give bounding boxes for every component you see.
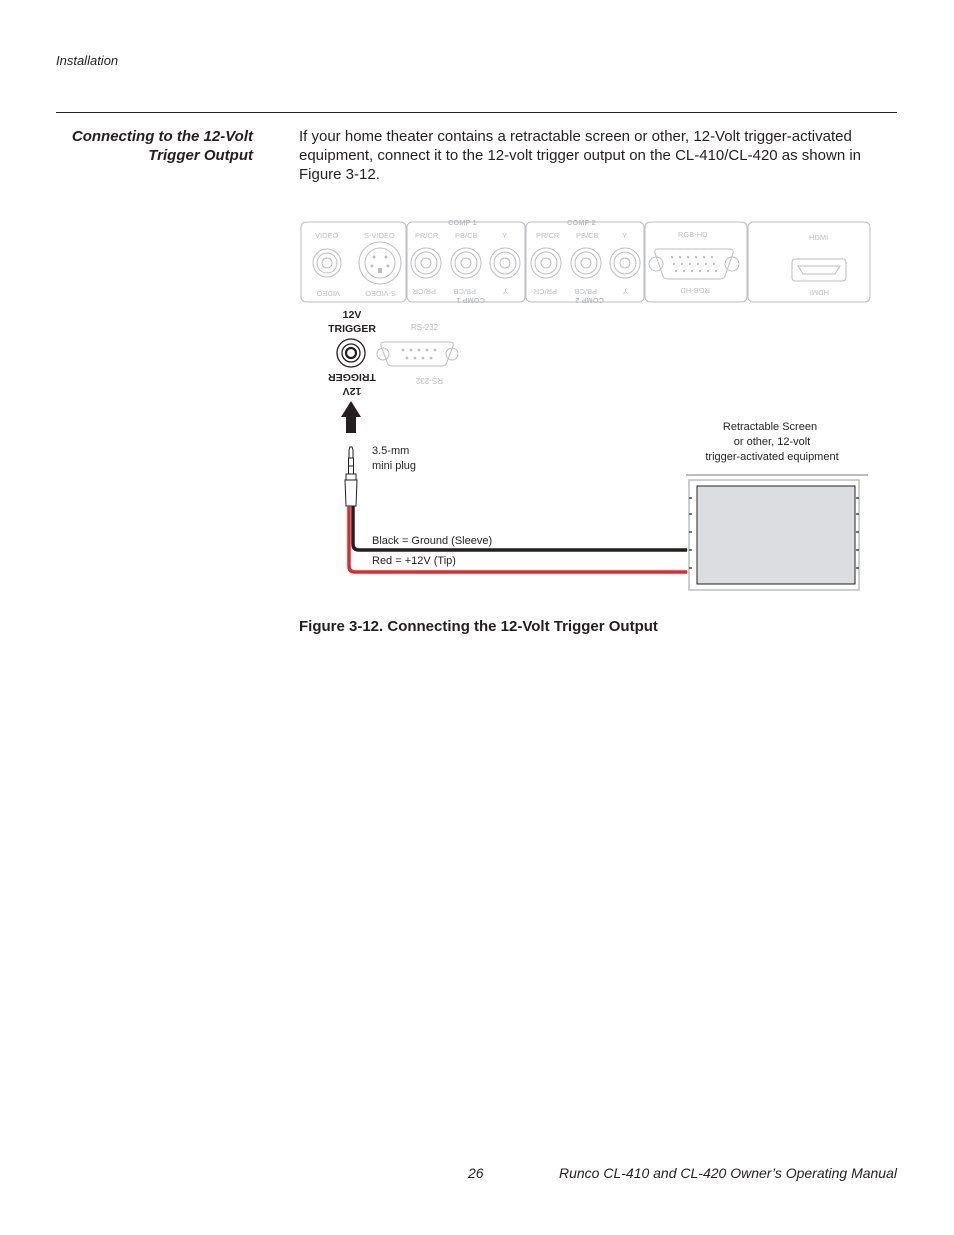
label-svideo-flipped: S-VIDEO [365, 289, 396, 298]
device-label-line-1: Retractable Screen [722, 421, 818, 433]
red-wire-label: Red = +12V (Tip) [372, 555, 456, 567]
label-12v-flipped: 12V [342, 385, 362, 397]
label-comp2: COMP 2 [567, 218, 596, 227]
label-comp1-y: Y [502, 231, 508, 240]
label-comp1-pr-flipped: PR/CR [412, 287, 436, 296]
label-rgb-hd: RGB-HD [678, 230, 708, 239]
rgb-hd-connector-icon [655, 249, 733, 279]
section-title-line-1: Connecting to the 12-Volt [71, 128, 253, 145]
up-arrow-icon [341, 401, 361, 433]
label-hdmi-flipped: HDMI [809, 288, 829, 297]
label-hdmi: HDMI [809, 233, 829, 242]
plug-label-line-2: mini plug [372, 460, 417, 472]
label-comp1-y-flipped: Y [502, 287, 508, 296]
section-title-line-2: Trigger Output [148, 147, 253, 164]
label-comp1-flipped: COMP 1 [456, 296, 485, 305]
label-video: VIDEO [315, 231, 339, 240]
black-wire-label: Black = Ground (Sleeve) [372, 535, 493, 547]
body-paragraph: If your home theater contains a retractable screen or other, 12-Volt trigger-activated equipment, connect it to the 12-volt trigger output on the CL-410/CL-420 as shown in Figure 3-12. [299, 128, 862, 183]
label-comp2-pr-flipped: PR/CR [533, 287, 557, 296]
retractable-screen-icon [697, 486, 855, 584]
section-title [40, 127, 253, 165]
trigger-connection-figure [300, 210, 875, 600]
label-video-flipped: VIDEO [316, 289, 340, 298]
label-comp1-pb: PB/CB [455, 231, 478, 240]
plug-label-line-1: 3.5-mm [372, 445, 410, 457]
label-comp2-pr: PR/CR [536, 231, 560, 240]
running-head: Installation [56, 53, 119, 68]
manual-title: Runco CL-410 and CL-420 Owner’s Operating Manual [558, 1165, 897, 1181]
label-trigger: TRIGGER [328, 323, 376, 335]
header-rule [56, 112, 897, 113]
figure-caption: Figure 3-12. Connecting the 12-Volt Trigger Output [299, 618, 658, 635]
label-comp1: COMP 1 [448, 218, 477, 227]
mini-plug-icon [345, 447, 357, 506]
page-number: 26 [468, 1165, 484, 1181]
label-comp2-pb-flipped: PB/CB [574, 287, 597, 296]
label-12v: 12V [342, 309, 362, 321]
label-trigger-flipped: TRIGGER [328, 371, 376, 383]
label-svideo: S-VIDEO [364, 231, 395, 240]
label-rgb-hd-flipped: RGB-HD [680, 286, 710, 295]
label-rs232: RS-232 [411, 323, 439, 332]
device-label-line-2: or other, 12-volt [733, 436, 811, 448]
label-comp2-flipped: COMP 2 [575, 296, 604, 305]
label-comp2-y: Y [622, 231, 628, 240]
trigger-jack-icon [337, 339, 365, 367]
label-comp2-pb: PB/CB [576, 231, 599, 240]
label-rs232-flipped: RS-232 [415, 376, 443, 385]
rs232-connector-icon [381, 342, 453, 366]
label-comp1-pr: PR/CR [415, 231, 439, 240]
label-comp1-pb-flipped: PB/CB [453, 287, 476, 296]
label-comp2-y-flipped: Y [622, 287, 628, 296]
device-label-line-3: trigger-activated equipment [705, 451, 839, 463]
